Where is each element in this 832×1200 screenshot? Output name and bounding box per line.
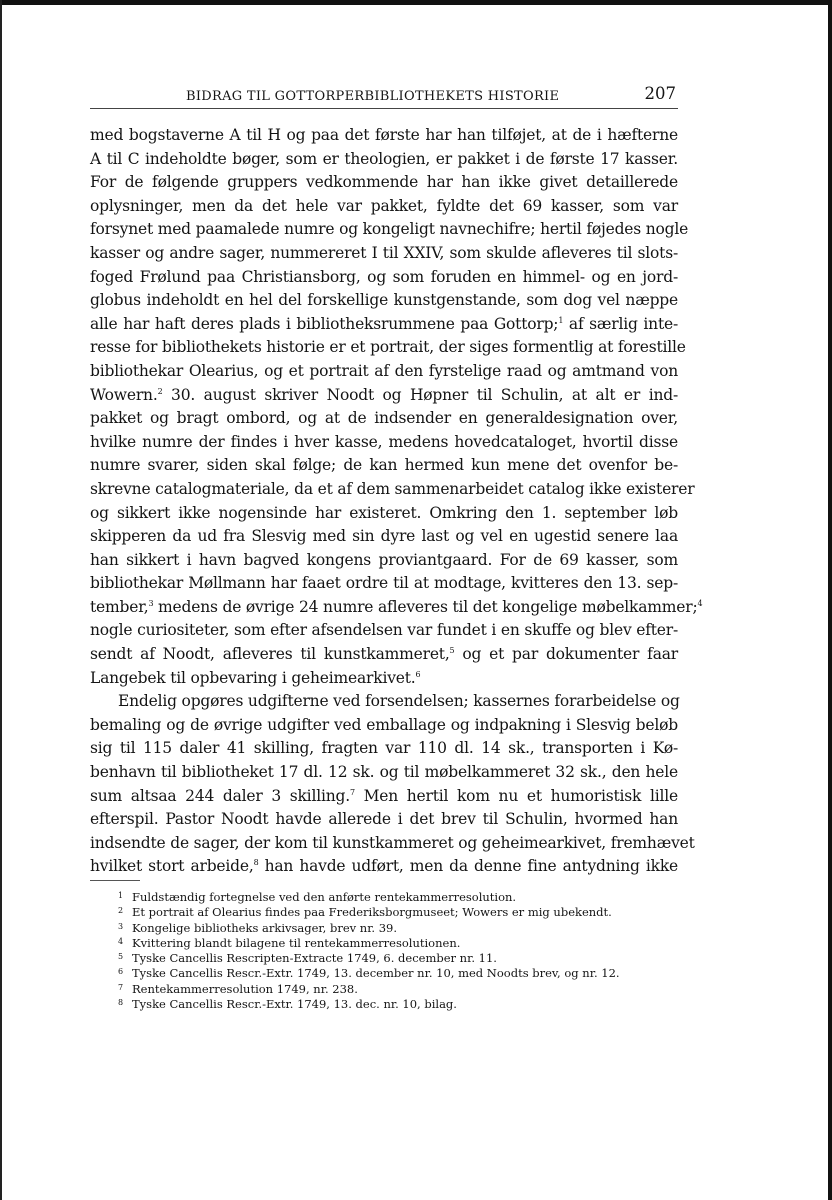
text-line	[90, 454, 678, 478]
text-line	[90, 384, 678, 408]
footnote-ref: 2	[157, 386, 163, 396]
text-line	[90, 266, 678, 290]
body-text	[90, 124, 703, 879]
text-run: indsendte de sager, der kom til kunstkammeret og geheimearkivet, fremhævet	[90, 833, 695, 852]
text-run: A til C indeholdte bøger, som er theologien, er pakket i de første 17 kasser.	[90, 149, 678, 168]
text-run: Wowern.	[90, 385, 158, 404]
text-line	[90, 502, 678, 526]
text-line	[90, 171, 678, 195]
footnote	[118, 949, 688, 964]
text-line	[90, 148, 678, 172]
text-line	[90, 714, 678, 738]
footnote	[118, 995, 688, 1010]
text-line	[90, 336, 686, 360]
footnote-text: Tyske Cancellis Rescr.-Extr. 1749, 13. december nr. 10, med Noodts brev, og nr. 12.	[132, 966, 620, 981]
footnote-ref: 4	[697, 598, 703, 608]
footnote-mark: 2	[118, 906, 124, 916]
text-line	[90, 761, 678, 785]
footnote	[118, 903, 688, 918]
text-run: Langebek til opbevaring i geheimearkivet.	[90, 668, 416, 687]
text-line	[90, 478, 695, 502]
footnote-text: Et portrait af Olearius findes paa Frederiksborgmuseet; Wowers er mig ubekendt.	[132, 905, 612, 920]
text-line	[90, 572, 678, 596]
text-line	[90, 785, 678, 809]
footnote	[118, 888, 688, 903]
scan-border-left	[0, 0, 2, 1200]
text-run: numre svarer, siden skal følge; de kan hermed kun mene det ovenfor be-	[90, 456, 678, 475]
text-line	[90, 218, 689, 242]
text-line	[90, 619, 678, 643]
text-run: efterspil. Pastor Noodt havde allerede i det brev til Schulin, hvormed han	[90, 810, 678, 829]
footnote	[118, 980, 688, 995]
footnote	[118, 919, 688, 934]
footnote-mark: 4	[118, 936, 124, 946]
book-page	[90, 84, 703, 1012]
text-run: medens de øvrige 24 numre afleveres til det kongelige møbelkammer;	[153, 597, 698, 616]
text-run: skrevne catalogmateriale, da et af dem sammenarbeidet catalog ikke existerer	[90, 479, 695, 498]
footnote-ref: 5	[449, 645, 455, 655]
footnote-text: Kongelige bibliotheks arkivsager, brev nr. 39.	[132, 920, 398, 935]
text-run: sig til 115 daler 41 skilling, fragten var 110 dl. 14 sk., transporten i Kø-	[90, 739, 678, 758]
scan-border-top	[0, 0, 832, 5]
text-run: 30. august skriver Noodt og Høpner til Schulin, at alt er ind-	[162, 385, 678, 404]
text-run: Men hertil kom nu et humoristisk lille	[354, 786, 678, 805]
text-line	[90, 242, 678, 266]
text-run: foged Frølund paa Christiansborg, og som foruden en himmel- og en jord-	[90, 267, 678, 286]
text-run: alle har haft deres plads i bibliotheksrummene paa Gottorp;	[90, 314, 559, 333]
text-run: og et par dokumenter faar	[454, 645, 678, 664]
scan-border-right	[828, 0, 832, 1200]
running-head: BIDRAG TIL GOTTORPERBIBLIOTHEKETS HISTORIE	[186, 89, 560, 104]
text-run: forsynet med paamalede numre og kongeligt navnechifre; hertil føjedes nogle	[90, 220, 689, 239]
text-line	[90, 737, 678, 761]
text-run: pakket og bragt ombord, og at de indsender en generaldesignation over,	[90, 409, 678, 428]
text-line	[90, 124, 678, 148]
footnote	[118, 964, 688, 979]
footnote-mark: 6	[118, 967, 124, 977]
text-line	[90, 549, 678, 573]
text-run: sum altsaa 244 daler 3 skilling.	[90, 786, 350, 805]
footnote-ref: 7	[349, 787, 355, 797]
text-run: skipperen da ud fra Slesvig med sin dyre last og vel en ugestid senere laa	[90, 527, 678, 546]
text-line	[90, 667, 678, 691]
text-run: globus indeholdt en hel del forskellige kunstgenstande, som dog vel næppe	[90, 291, 678, 310]
footnote-mark: 8	[118, 998, 124, 1008]
footnote-mark: 5	[118, 952, 124, 962]
footnote-text: Rentekammerresolution 1749, nr. 238.	[132, 981, 358, 996]
page-number: 207	[644, 84, 676, 103]
text-run: sendt af Noodt, afleveres til kunstkammeret,	[90, 645, 450, 664]
footnote-ref: 1	[558, 315, 564, 325]
text-run: benhavn til bibliotheket 17 dl. 12 sk. og til møbelkammeret 32 sk., den hele	[90, 763, 678, 782]
text-line	[90, 313, 678, 337]
text-run: kasser og andre sager, nummereret I til XXIV, som skulde afleveres til slots-	[90, 243, 678, 262]
text-run: oplysninger, men da det hele var pakket, fyldte det 69 kasser, som var	[90, 196, 678, 215]
footnote-ref: 6	[415, 669, 421, 679]
text-run: han havde udført, men da denne fine antydning ikke	[258, 857, 679, 876]
text-run: og sikkert ikke nogensinde har existeret. Omkring den 1. september løb	[90, 503, 678, 522]
text-run: bibliothekar Møllmann har faaet ordre til at modtage, kvitteres den 13. sep-	[90, 574, 678, 593]
text-run: han sikkert i havn bagved kongens proviantgaard. For de 69 kasser, som	[90, 550, 678, 569]
text-line	[90, 195, 678, 219]
footnote-ref: 3	[148, 598, 154, 608]
footnote-mark: 1	[118, 891, 124, 900]
footnote-text: Kvittering blandt bilagene til rentekammerresolutionen.	[132, 935, 461, 950]
text-line	[90, 525, 678, 549]
text-run: nogle curiositeter, som efter afsendelsen var fundet i en skuffe og blev efter-	[90, 621, 678, 640]
footnote-text: Tyske Cancellis Rescr.-Extr. 1749, 13. dec. nr. 10, bilag.	[132, 997, 457, 1012]
header-rule	[90, 108, 678, 109]
text-run: hvilket stort arbeide,	[90, 857, 254, 876]
text-line	[90, 360, 678, 384]
footnote-mark: 7	[118, 982, 124, 992]
footnote-text: Tyske Cancellis Rescripten-Extracte 1749, 6. december nr. 11.	[132, 951, 497, 966]
text-run: hvilke numre der findes i hver kasse, medens hovedcataloget, hvortil disse	[90, 432, 678, 451]
text-run: tember,	[90, 597, 149, 616]
text-line	[90, 643, 678, 667]
footnote-ref: 8	[253, 858, 259, 868]
footnote	[118, 934, 688, 949]
text-line	[90, 832, 695, 856]
text-run: Endelig opgøres udgifterne ved forsendelsen; kassernes forarbeidelse og	[118, 692, 680, 711]
text-line	[90, 690, 678, 714]
text-line	[90, 596, 703, 620]
text-line	[90, 407, 678, 431]
text-line	[90, 431, 678, 455]
page-header	[90, 84, 678, 106]
footnote-text: Fuldstændig fortegnelse ved den anførte rentekammerresolution.	[132, 890, 517, 904]
text-line	[90, 289, 678, 313]
footnote-mark: 3	[118, 921, 124, 931]
text-run: bemaling og de øvrige udgifter ved emballage og indpakning i Slesvig beløb	[90, 715, 678, 734]
text-run: resse for bibliothekets historie er et portrait, der siges formentlig at forestille	[90, 338, 686, 357]
text-run: af særlig inte-	[563, 314, 678, 333]
text-run: bibliothekar Olearius, og et portrait af den fyrstelige raad og amtmand von	[90, 361, 678, 380]
text-run: med bogstaverne A til H og paa det første har han tilføjet, at de i hæfterne	[90, 126, 678, 144]
footnote-rule	[90, 880, 140, 881]
text-run: For de følgende gruppers vedkommende har han ikke givet detaillerede	[90, 173, 678, 192]
text-line	[90, 855, 678, 879]
footnotes	[118, 888, 688, 1010]
text-line	[90, 808, 678, 832]
